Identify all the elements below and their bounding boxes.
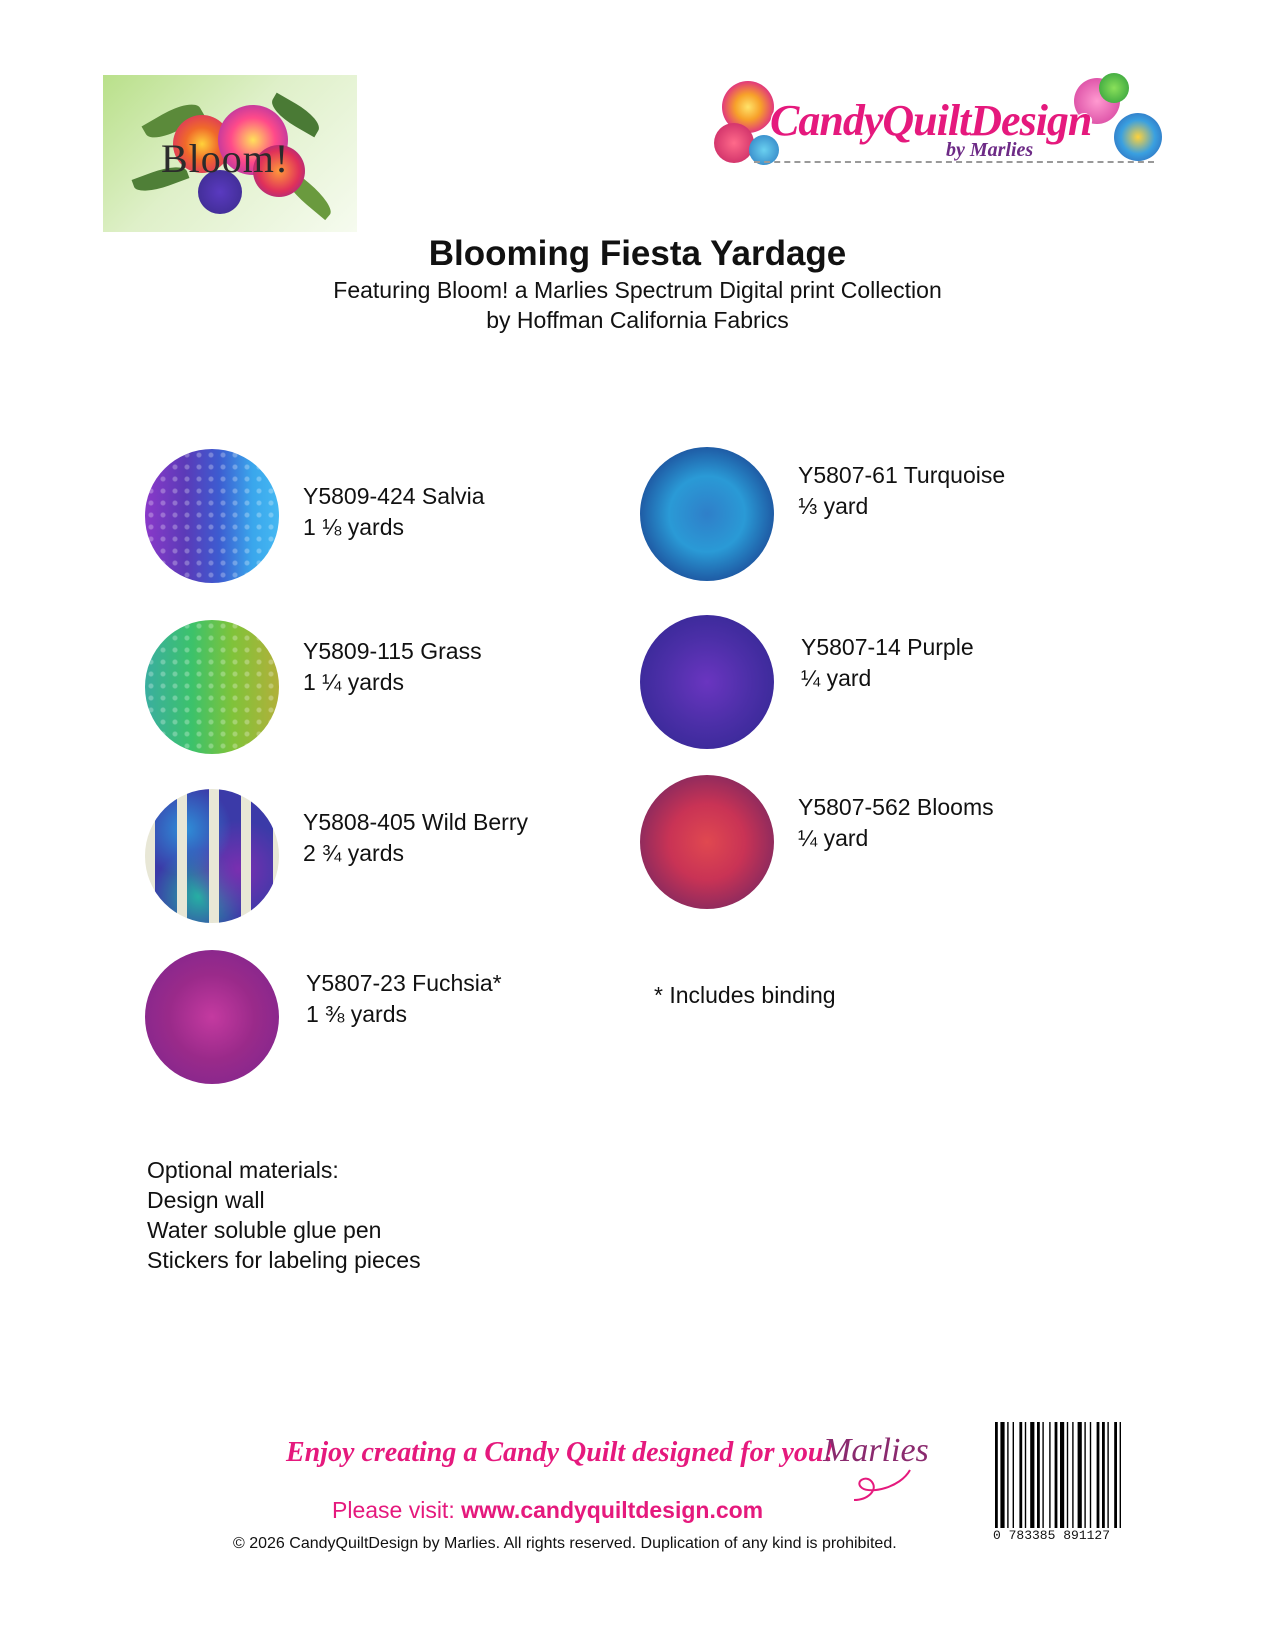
brand-title: CandyQuiltDesign: [770, 96, 1092, 145]
barcode-bar: [1097, 1422, 1100, 1528]
fabric-amount-turquoise: ⅓ yard: [798, 493, 869, 519]
signature: Marlies: [823, 1432, 929, 1469]
fabric-name-fuchsia: Y5807-23 Fuchsia*: [306, 970, 502, 996]
barcode-bar: [1078, 1422, 1082, 1528]
visit-prefix: Please visit:: [332, 1497, 462, 1523]
barcode: [993, 1422, 1163, 1552]
candy-shape: [1114, 113, 1162, 161]
barcode-bar: [1013, 1422, 1014, 1528]
barcode-bar: [1007, 1422, 1008, 1528]
bloom-logo: [103, 75, 357, 232]
copyright-notice: © 2026 CandyQuiltDesign by Marlies. All rights reserved. Duplication of any kind is prohibited.: [233, 1535, 897, 1552]
fabric-name-blooms: Y5807-562 Blooms: [798, 794, 994, 820]
website-link[interactable]: www.candyquiltdesign.com: [461, 1497, 764, 1523]
candy-shape: [1099, 73, 1129, 103]
barcode-bars: [993, 1422, 1163, 1528]
optional-item: Water soluble glue pen: [147, 1217, 382, 1243]
barcode-bar: [1019, 1422, 1022, 1528]
fabric-name-wild-berry: Y5808-405 Wild Berry: [303, 809, 528, 835]
candy-shape: [714, 123, 754, 163]
barcode-bar: [1055, 1422, 1058, 1528]
fabric-amount-fuchsia: 1 ⅜ yards: [306, 1001, 407, 1027]
fabric-amount-blooms: ¼ yard: [798, 825, 869, 851]
barcode-bar: [1030, 1422, 1034, 1528]
fabric-swatch-wild-berry: [145, 789, 279, 923]
barcode-bar: [1037, 1422, 1040, 1528]
brand-subtitle: by Marlies: [946, 139, 1034, 161]
fabric-swatch-salvia: [145, 449, 279, 583]
candy-quilt-design-logo: [714, 73, 1174, 173]
barcode-bar: [1067, 1422, 1068, 1528]
fabric-amount-salvia: 1 ⅛ yards: [303, 514, 404, 540]
barcode-digits: 0 783385 891127: [993, 1528, 1163, 1543]
optional-heading: Optional materials:: [147, 1157, 339, 1183]
fabric-swatch-turquoise: [640, 447, 774, 581]
fabric-swatch-grass: [145, 620, 279, 754]
binding-note: * Includes binding: [654, 982, 836, 1008]
fabric-swatch-fuchsia: [145, 950, 279, 1084]
fabric-amount-purple: ¼ yard: [801, 665, 872, 691]
barcode-bar: [1042, 1422, 1043, 1528]
subtitle-line-1: Featuring Bloom! a Marlies Spectrum Digital print Collection: [333, 277, 942, 303]
bloom-logo-text: Bloom!: [161, 136, 290, 181]
fabric-name-turquoise: Y5807-61 Turquoise: [798, 462, 1006, 488]
barcode-bar: [995, 1422, 998, 1528]
page-title: Blooming Fiesta Yardage: [428, 234, 847, 273]
barcode-bar: [1025, 1422, 1026, 1528]
optional-item: Design wall: [147, 1187, 265, 1213]
signature-swirl: [850, 1468, 920, 1504]
barcode-bar: [1060, 1422, 1064, 1528]
barcode-bar: [1049, 1422, 1050, 1528]
fabric-swatch-purple: [640, 615, 774, 749]
fabric-name-purple: Y5807-14 Purple: [801, 634, 974, 660]
fabric-name-grass: Y5809-115 Grass: [303, 638, 482, 664]
barcode-bar: [1120, 1422, 1121, 1528]
fabric-name-salvia: Y5809-424 Salvia: [303, 483, 485, 509]
barcode-bar: [1107, 1422, 1108, 1528]
fabric-amount-grass: 1 ¼ yards: [303, 669, 404, 695]
subtitle-line-2: by Hoffman California Fabrics: [486, 307, 789, 333]
barcode-bar: [1090, 1422, 1091, 1528]
barcode-bar: [1114, 1422, 1117, 1528]
barcode-bar: [1102, 1422, 1105, 1528]
visit-line: [332, 1497, 763, 1524]
barcode-bar: [1084, 1422, 1085, 1528]
fabric-swatch-blooms: [640, 775, 774, 909]
barcode-bar: [1000, 1422, 1004, 1528]
enjoy-tagline: Enjoy creating a Candy Quilt designed for you!: [286, 1437, 835, 1468]
fabric-amount-wild-berry: 2 ¾ yards: [303, 840, 404, 866]
optional-item: Stickers for labeling pieces: [147, 1247, 421, 1273]
barcode-bar: [1072, 1422, 1073, 1528]
